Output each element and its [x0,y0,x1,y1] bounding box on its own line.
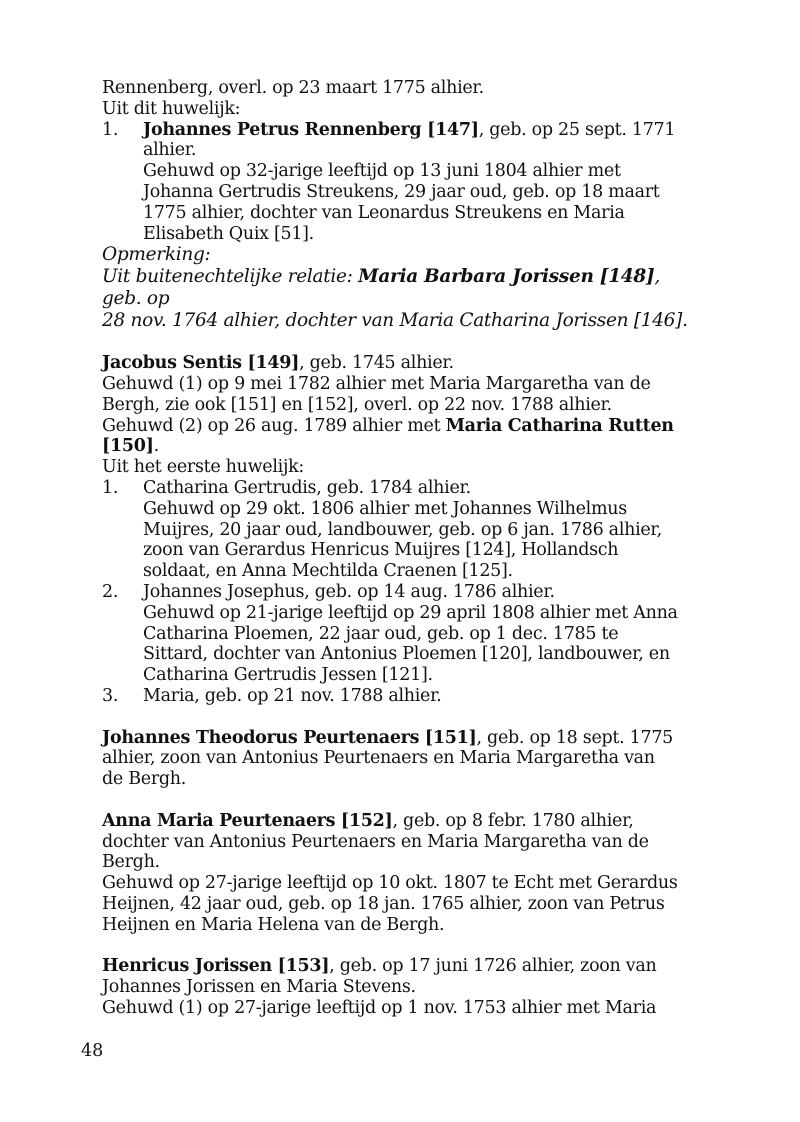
text-line [102,811,702,832]
text-line: Sittard, dochter van Antonius Ploemen [120], landbouwer, en [143,644,670,665]
text-line: Gehuwd op 29 okt. 1806 alhier met Johannes Wilhelmus [143,498,627,519]
text-line: Bergh, zie ook [151] en [152], overl. op 22 nov. 1788 alhier. [102,394,612,415]
text-line: Catharina Ploemen, 22 jaar oud, geb. op 1 dec. 1785 te [143,623,619,644]
text-line [102,728,702,749]
page-number: 48 [81,1041,104,1061]
text-line [102,436,702,457]
list-number: 2. [102,581,119,602]
text-line: dochter van Antonius Peurtenaers en Maria Margaretha van de [102,831,649,852]
spacer [102,332,702,353]
text-fragment: , geb. op 17 juni 1726 alhier, zoon van [329,956,657,977]
text-line [102,956,702,977]
text-line: de Bergh. [102,769,187,790]
text-line: Rennenberg, overl. op 23 maart 1775 alhier. [102,78,484,98]
list-item [102,686,702,707]
text-fragment: Gehuwd (2) op 26 aug. 1789 alhier met [102,415,446,436]
text-line: Gehuwd (1) op 9 mei 1782 alhier met Maria Margaretha van de [102,373,651,394]
entry-sentis [102,353,702,707]
text-fragment: , geb. op 25 sept. 1771 [478,119,676,140]
page-text [102,78,702,1019]
entry-henricus-jorissen [102,956,702,1018]
text-line: Maria, geb. op 21 nov. 1788 alhier. [143,685,442,706]
person-name: Maria Catharina Rutten [445,415,674,436]
text-fragment: , geb. op [102,266,660,310]
entry-johannes-theodorus-peurtenaers [102,728,702,790]
list-number: 3. [102,685,119,706]
spacer [102,935,702,956]
text-fragment: , geb. op 8 febr. 1780 alhier, [392,810,634,831]
person-name: Johannes Petrus Rennenberg [147] [143,119,479,140]
text-line: soldaat, en Anna Mechtilda Craenen [125]. [143,561,513,582]
person-name: Henricus Jorissen [153] [102,956,330,977]
text-line: alhier, zoon van Antonius Peurtenaers en Maria Margaretha van [102,748,655,769]
text-line: Heijnen, 42 jaar oud, geb. op 18 jan. 1765 alhier, zoon van Petrus [102,893,665,914]
text-line: Uit het eerste huwelijk: [102,457,304,478]
text-line: alhier. [143,140,197,161]
spacer [102,707,702,728]
list-item [102,120,702,245]
text-line: Johanna Gertrudis Streukens, 29 jaar oud, geb. op 18 maart [143,181,660,202]
list-number: 1. [102,119,119,140]
entry-anna-maria-peurtenaers [102,811,702,936]
person-name: Johannes Theodorus Peurtenaers [151] [102,727,477,748]
note-label: Opmerking: [102,244,211,266]
text-line: Gehuwd (1) op 27-jarige leeftijd op 1 nov. 1753 alhier met Maria [102,997,657,1018]
text-line: Elisabeth Quix [51]. [143,223,314,244]
list-item [102,582,702,686]
person-id: [150] [102,436,154,457]
text-line: Catharina Gertrudis, geb. 1784 alhier. [143,477,471,498]
text-line [102,353,702,374]
text-line: Gehuwd op 27-jarige leeftijd op 10 okt. 1807 te Echt met Gerardus [102,873,678,894]
text-fragment: . [153,436,159,457]
text-fragment: , geb. 1745 alhier. [299,353,454,374]
text-line: Heijnen en Maria Helena van de Bergh. [102,914,445,935]
text-line [143,120,702,141]
list-number: 1. [102,477,119,498]
text-line: Gehuwd op 32-jarige leeftijd op 13 juni 1804 alhier met [143,161,621,182]
spacer [102,790,702,811]
person-name: Jacobus Sentis [149] [102,353,300,374]
text-line: Johannes Josephus, geb. op 14 aug. 1786 alhier. [143,581,555,602]
text-fragment: Uit buitenechtelijke relatie: [102,266,359,288]
person-name: Anna Maria Peurtenaers [152] [102,810,393,831]
text-line: Johannes Jorissen en Maria Stevens. [102,977,416,998]
text-line: zoon van Gerardus Henricus Muijres [124], Hollandsch [143,540,619,561]
text-line [102,416,702,437]
text-line: Uit dit huwelijk: [102,98,241,119]
list-item [102,478,702,582]
entry-rennenberg-continued [102,78,702,332]
person-name: Maria Barbara Jorissen [148] [358,266,655,288]
text-line: Gehuwd op 21-jarige leeftijd op 29 april 1808 alhier met Anna [143,602,678,623]
text-fragment: , geb. op 18 sept. 1775 [476,727,674,748]
text-line: Muijres, 20 jaar oud, landbouwer, geb. op 6 jan. 1786 alhier, [143,519,662,540]
text-line: Catharina Gertrudis Jessen [121]. [143,665,433,686]
note-line: 28 nov. 1764 alhier, dochter van Maria Catharina Jorissen [146]. [102,310,688,332]
note-line [102,266,702,310]
text-line: 1775 alhier, dochter van Leonardus Streukens en Maria [143,202,625,223]
text-line: Bergh. [102,852,160,873]
